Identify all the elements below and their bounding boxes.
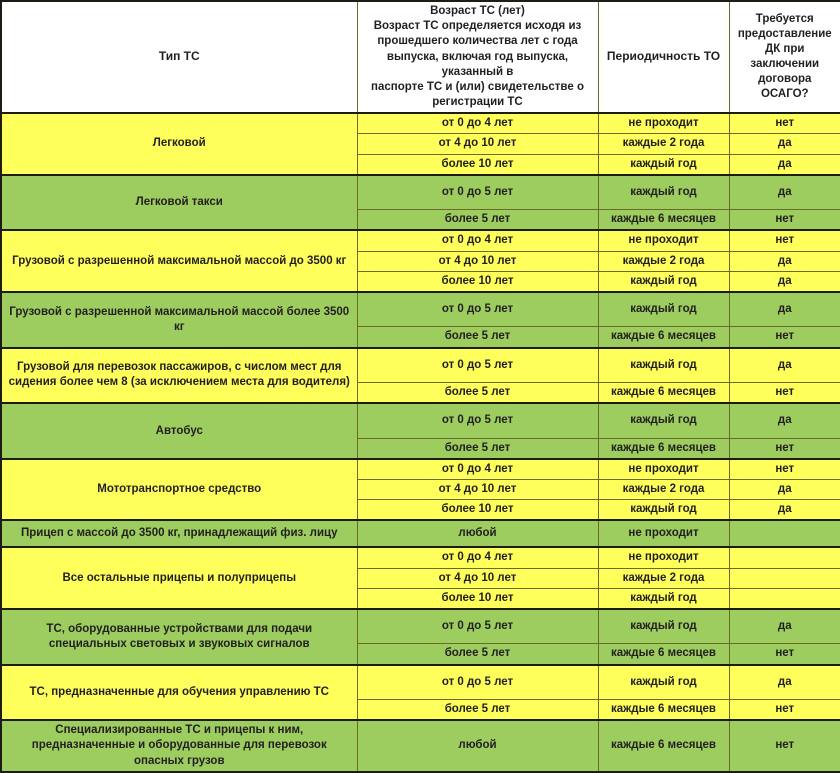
cell-dk-required: да [729, 403, 840, 438]
cell-vehicle-age: от 0 до 5 лет [357, 175, 598, 210]
cell-vehicle-type: Специализированные ТС и прицепы к ним, предназначенные и оборудованные для перевозок опасных грузов [1, 720, 357, 772]
table-row [1, 403, 840, 438]
cell-dk-required: нет [729, 383, 840, 404]
cell-inspection-periodicity: не проходит [598, 230, 729, 251]
header-age-line: Возраст ТС (лет) [430, 5, 525, 17]
cell-inspection-periodicity: каждый год [598, 348, 729, 383]
table-body [1, 113, 840, 772]
cell-vehicle-age: более 10 лет [357, 154, 598, 175]
cell-dk-required [729, 588, 840, 609]
header-dk-line: ДК при заключении [750, 42, 820, 71]
header-age-line: выпуска, включая год выпуска, указанный в [386, 50, 569, 78]
table-row [1, 459, 840, 480]
cell-vehicle-age: от 0 до 5 лет [357, 292, 598, 327]
table-row [1, 547, 840, 568]
cell-vehicle-type: Грузовой с разрешенной максимальной массой до 3500 кг [1, 230, 357, 292]
header-age-line: регистрации ТС [432, 96, 523, 109]
table-row [1, 720, 840, 772]
cell-inspection-periodicity: каждый год [598, 175, 729, 210]
cell-vehicle-type: Грузовой для перевозок пассажиров, с числом мест для сидения более чем 8 (за исключением места для водителя) [1, 348, 357, 404]
cell-inspection-periodicity: каждые 6 месяцев [598, 438, 729, 459]
cell-vehicle-type: Автобус [1, 403, 357, 459]
cell-vehicle-age: более 10 лет [357, 500, 598, 521]
table-row [1, 665, 840, 700]
cell-dk-required: да [729, 271, 840, 292]
table-row [1, 609, 840, 644]
cell-inspection-periodicity: каждый год [598, 403, 729, 438]
column-header-dk-required [729, 1, 840, 113]
cell-vehicle-age: от 0 до 5 лет [357, 348, 598, 383]
cell-inspection-periodicity: не проходит [598, 459, 729, 480]
cell-inspection-periodicity: каждые 6 месяцев [598, 210, 729, 231]
cell-dk-required: нет [729, 720, 840, 772]
header-age-line: прошедшего количества лет с года [377, 35, 578, 48]
cell-vehicle-age: от 4 до 10 лет [357, 480, 598, 500]
cell-dk-required: да [729, 500, 840, 521]
cell-inspection-periodicity: каждый год [598, 292, 729, 327]
cell-dk-required: да [729, 480, 840, 500]
table-header [1, 1, 840, 113]
cell-vehicle-type: ТС, оборудованные устройствами для подачи специальных световых и звуковых сигналов [1, 609, 357, 665]
cell-vehicle-age: от 0 до 5 лет [357, 403, 598, 438]
cell-inspection-periodicity: не проходит [598, 113, 729, 134]
header-age-line: Возраст ТС определяется исходя из [373, 20, 582, 33]
cell-dk-required: нет [729, 644, 840, 665]
cell-dk-required [729, 568, 840, 588]
column-header-type: Тип ТС [1, 1, 357, 113]
cell-inspection-periodicity: каждые 6 месяцев [598, 327, 729, 348]
cell-dk-required [729, 547, 840, 568]
cell-dk-required: да [729, 292, 840, 327]
cell-vehicle-type: Все остальные прицепы и полуприцепы [1, 547, 357, 609]
cell-dk-required: да [729, 348, 840, 383]
cell-vehicle-age: более 5 лет [357, 327, 598, 348]
cell-vehicle-age: любой [357, 720, 598, 772]
cell-vehicle-age: более 5 лет [357, 210, 598, 231]
cell-inspection-periodicity: каждые 2 года [598, 134, 729, 154]
cell-dk-required: да [729, 665, 840, 700]
cell-vehicle-age: от 0 до 4 лет [357, 113, 598, 134]
cell-inspection-periodicity: каждый год [598, 588, 729, 609]
table-row [1, 230, 840, 251]
cell-inspection-periodicity: каждый год [598, 154, 729, 175]
cell-vehicle-age: более 5 лет [357, 644, 598, 665]
cell-vehicle-type: Мототранспортное средство [1, 459, 357, 521]
table-header-row [1, 1, 840, 113]
cell-dk-required [729, 520, 840, 547]
table-row [1, 520, 840, 547]
cell-dk-required: да [729, 175, 840, 210]
cell-vehicle-age: более 10 лет [357, 588, 598, 609]
header-age-line: паспорте ТС и (или) свидетельстве о [371, 80, 584, 93]
cell-vehicle-type: ТС, предназначенные для обучения управлению ТС [1, 665, 357, 721]
header-dk-line: договора ОСАГО? [758, 73, 812, 101]
column-header-age [357, 1, 598, 113]
cell-dk-required: нет [729, 210, 840, 231]
cell-dk-required: нет [729, 230, 840, 251]
cell-inspection-periodicity: каждые 2 года [598, 251, 729, 271]
cell-vehicle-age: от 0 до 4 лет [357, 230, 598, 251]
cell-vehicle-age: от 4 до 10 лет [357, 568, 598, 588]
cell-vehicle-age: от 4 до 10 лет [357, 134, 598, 154]
cell-inspection-periodicity: каждые 6 месяцев [598, 644, 729, 665]
cell-vehicle-age: более 5 лет [357, 438, 598, 459]
cell-dk-required: да [729, 609, 840, 644]
cell-vehicle-age: от 0 до 4 лет [357, 547, 598, 568]
cell-inspection-periodicity: не проходит [598, 520, 729, 547]
cell-vehicle-type: Прицеп с массой до 3500 кг, принадлежащий физ. лицу [1, 520, 357, 547]
cell-inspection-periodicity: каждый год [598, 271, 729, 292]
cell-dk-required: нет [729, 438, 840, 459]
column-header-periodicity: Периодичность ТО [598, 1, 729, 113]
cell-inspection-periodicity: каждые 6 месяцев [598, 700, 729, 721]
cell-vehicle-type: Легковой такси [1, 175, 357, 231]
cell-vehicle-age: от 0 до 5 лет [357, 665, 598, 700]
cell-dk-required: да [729, 154, 840, 175]
table-row [1, 348, 840, 383]
cell-vehicle-age: от 0 до 5 лет [357, 609, 598, 644]
cell-inspection-periodicity: каждые 6 месяцев [598, 383, 729, 404]
header-dk-line: Требуется [755, 12, 814, 25]
cell-vehicle-age: от 4 до 10 лет [357, 251, 598, 271]
cell-inspection-periodicity: каждые 2 года [598, 480, 729, 500]
cell-inspection-periodicity: не проходит [598, 547, 729, 568]
cell-vehicle-type: Легковой [1, 113, 357, 175]
cell-inspection-periodicity: каждый год [598, 665, 729, 700]
cell-dk-required: да [729, 251, 840, 271]
cell-dk-required: нет [729, 327, 840, 348]
table-row [1, 175, 840, 210]
cell-vehicle-age: любой [357, 520, 598, 547]
cell-vehicle-age: более 10 лет [357, 271, 598, 292]
cell-inspection-periodicity: каждые 2 года [598, 568, 729, 588]
cell-vehicle-age: от 0 до 4 лет [357, 459, 598, 480]
cell-vehicle-type: Грузовой с разрешенной максимальной массой более 3500 кг [1, 292, 357, 348]
cell-inspection-periodicity: каждый год [598, 500, 729, 521]
cell-dk-required: да [729, 134, 840, 154]
cell-vehicle-age: более 5 лет [357, 383, 598, 404]
table-row [1, 113, 840, 134]
cell-inspection-periodicity: каждые 6 месяцев [598, 720, 729, 772]
cell-dk-required: нет [729, 113, 840, 134]
cell-vehicle-age: более 5 лет [357, 700, 598, 721]
cell-dk-required: нет [729, 459, 840, 480]
cell-inspection-periodicity: каждый год [598, 609, 729, 644]
table-row [1, 292, 840, 327]
header-dk-line: предоставление [737, 27, 832, 40]
cell-dk-required: нет [729, 700, 840, 721]
